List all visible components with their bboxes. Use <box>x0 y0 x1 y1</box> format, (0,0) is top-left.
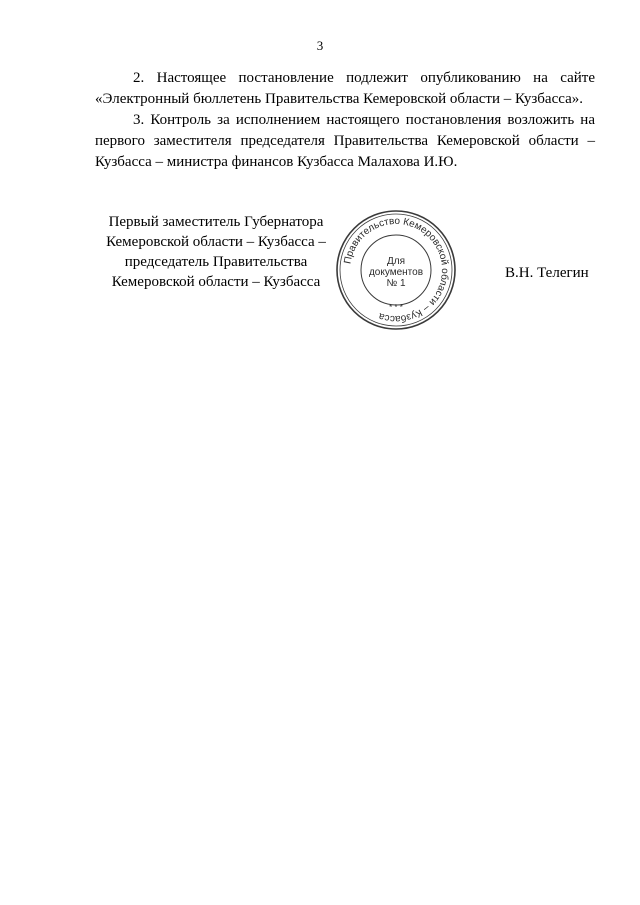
stamp-stars: * * * <box>389 303 403 312</box>
paragraph-publication: 2. Настоящее постановление подлежит опубликованию на сайте «Электронный бюллетень Правительства Кемеровской области – Кузбасса». <box>95 70 595 107</box>
signatory-name: В.Н. Телегин <box>505 265 589 281</box>
official-stamp <box>334 208 458 332</box>
page-number: 3 <box>316 38 324 53</box>
stamp-ring-text: Правительство Кемеровской области – Кузбасса <box>342 215 451 325</box>
position-line: Кемеровской области – Кузбасса <box>111 274 321 290</box>
position-line: председатель Правительства <box>124 254 308 270</box>
stamp-center-line: Для <box>386 256 406 267</box>
position-line: Кемеровской области – Кузбасса – <box>106 234 326 250</box>
paragraph-control: 3. Контроль за исполнением настоящего постановления возложить на первого заместителя председателя Правительства Кемеровской области – Кузбасса – министра финансов Кузбасса Малахова И.Ю. <box>95 112 595 170</box>
document-body <box>95 68 595 173</box>
stamp-center-line: документов <box>368 267 424 278</box>
signatory-position <box>100 212 332 292</box>
position-line: Первый заместитель Губернатора <box>108 214 324 230</box>
stamp-center-line: № 1 <box>386 278 406 289</box>
